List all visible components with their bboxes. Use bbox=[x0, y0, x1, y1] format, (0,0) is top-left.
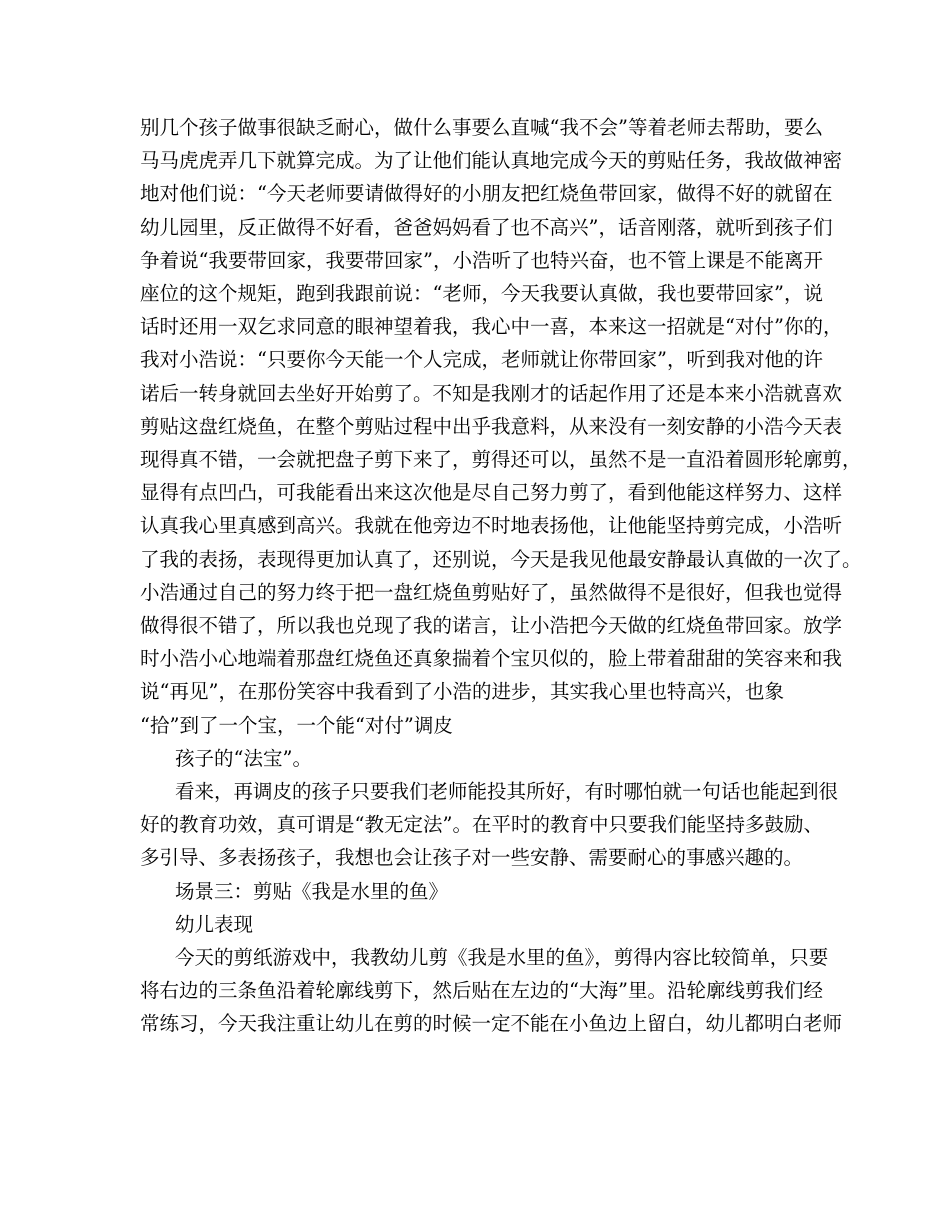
text-line: 诺后一转身就回去坐好开始剪了。不知是我刚才的话起作用了还是本来小浩就喜欢 bbox=[140, 381, 843, 405]
text-line: 现得真不错，一会就把盘子剪下来了，剪得还可以，虽然不是一直沿着圆形轮廓剪， bbox=[140, 448, 862, 471]
text-line: 常练习，今天我注重让幼儿在剪的时候一定不能在小鱼边上留白，幼儿都明白老师 bbox=[140, 1012, 843, 1036]
text-line: 多引导、多表扬孩子，我想也会让孩子对一些安静、需要耐心的事感兴趣的。 bbox=[140, 846, 804, 870]
text-line: 座位的这个规矩，跑到我跟前说：“老师，今天我要认真做，我也要带回家”，说 bbox=[140, 282, 823, 305]
text-line: 了我的表扬，表现得更加认真了，还别说，今天是我见他最安静最认真做的一次了。 bbox=[140, 547, 862, 571]
text-line: 地对他们说：“今天老师要请做得好的小朋友把红烧鱼带回家，做得不好的就留在 bbox=[140, 182, 833, 206]
text-line: “拾”到了一个宝，一个能“对付”调皮 bbox=[140, 713, 453, 737]
text-line: 将右边的三条鱼沿着轮廓线剪下，然后贴在左边的“大海”里。沿轮廓线剪我们经 bbox=[140, 979, 823, 1003]
text-line: 说“再见”，在那份笑容中我看到了小浩的进步，其实我心里也特高兴，也象 bbox=[140, 680, 784, 704]
text-line: 看来，再调皮的孩子只要我们老师能投其所好，有时哪怕就一句话也能起到很 bbox=[175, 780, 839, 803]
text-line: 马马虎虎弄几下就算完成。为了让他们能认真地完成今天的剪贴任务，我故做神密 bbox=[140, 149, 843, 173]
text-line: 话时还用一双乞求同意的眼神望着我，我心中一喜，本来这一招就是“对付”你的， bbox=[140, 315, 843, 339]
text-line: 孩子的“法宝”。 bbox=[175, 746, 312, 770]
text-line: 场景三：剪贴《我是水里的鱼》 bbox=[175, 879, 449, 903]
text-line: 别几个孩子做事很缺乏耐心，做什么事要么直喊“我不会”等着老师去帮助，要么 bbox=[140, 116, 823, 139]
text-line: 显得有点凹凸，可我能看出来这次他是尽自己努力剪了，看到他能这样努力、这样 bbox=[140, 481, 843, 505]
text-line: 幼儿表现 bbox=[175, 912, 254, 936]
text-line: 今天的剪纸游戏中，我教幼儿剪《我是水里的鱼》，剪得内容比较简单，只要 bbox=[175, 946, 829, 969]
text-line: 我对小浩说：“只要你今天能一个人完成，老师就让你带回家”，听到我对他的许 bbox=[140, 348, 823, 372]
text-line: 时小浩小心地端着那盘红烧鱼还真象揣着个宝贝似的，脸上带着甜甜的笑容来和我 bbox=[140, 647, 843, 671]
text-line: 小浩通过自己的努力终于把一盘红烧鱼剪贴好了，虽然做得不是很好，但我也觉得 bbox=[140, 580, 843, 604]
text-line: 剪贴这盘红烧鱼，在整个剪贴过程中出乎我意料，从来没有一刻安静的小浩今天表 bbox=[140, 414, 843, 438]
text-line: 幼儿园里，反正做得不好看，爸爸妈妈看了也不高兴”，话音刚落，就听到孩子们 bbox=[140, 215, 833, 239]
text-line: 争着说“我要带回家，我要带回家”，小浩听了也特兴奋，也不管上课是不能离开 bbox=[140, 248, 823, 272]
text-line: 好的教育功效，真可谓是“教无定法”。在平时的教育中只要我们能坚持多鼓励、 bbox=[140, 813, 823, 837]
text-line: 认真我心里真感到高兴。我就在他旁边不时地表扬他，让他能坚持剪完成，小浩听 bbox=[140, 514, 843, 538]
text-line: 做得很不错了，所以我也兑现了我的诺言，让小浩把今天做的红烧鱼带回家。放学 bbox=[140, 614, 843, 637]
